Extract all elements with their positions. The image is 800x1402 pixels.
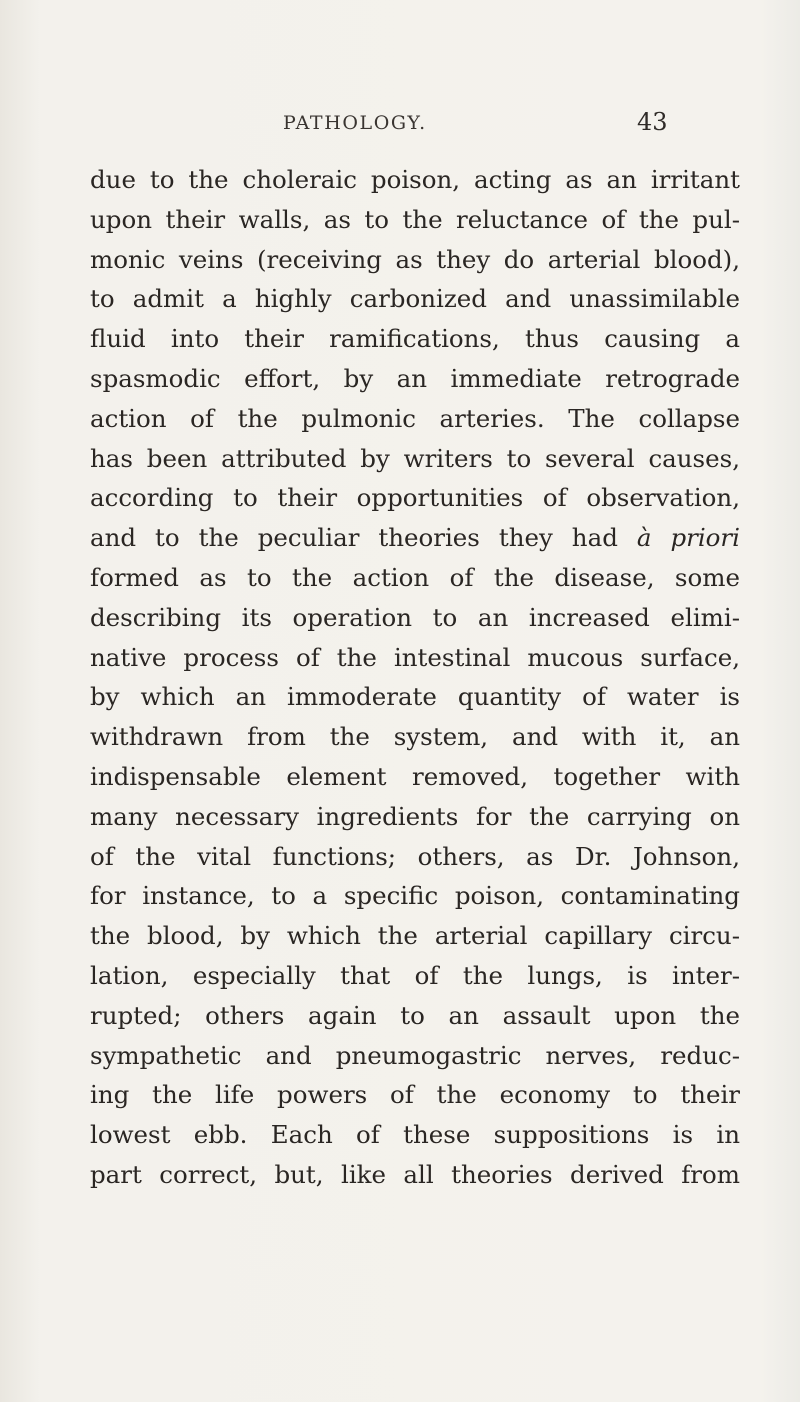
text-line: for instance, to a specific poison, contaminating [90,881,740,911]
text-line: has been attributed by writers to several causes, [90,443,740,473]
text-line: indispensable element removed, together with [90,761,740,791]
text-line-with-italic [90,518,740,558]
text-line: by which an immoderate quantity of water is [90,682,740,712]
text-segment: and to the peculiar theories they had [90,523,637,553]
text-line: to admit a highly carbonized and unassimilable [90,284,740,314]
text-line: ing the life powers of the economy to their [90,1080,740,1110]
text-line: many necessary ingredients for the carrying on [90,801,740,831]
text-line: fluid into their ramifications, thus causing a [90,324,740,354]
body-text [90,160,740,1195]
running-title: PATHOLOGY. [283,112,427,134]
text-line: sympathetic and pneumogastric nerves, reduc- [90,1040,740,1070]
text-line: rupted; others again to an assault upon the [90,1000,740,1030]
text-line: formed as to the action of the disease, some [90,562,740,592]
text-line: due to the choleraic poison, acting as an irritant [90,165,740,194]
text-line: spasmodic effort, by an immediate retrograde [90,363,740,393]
running-head [0,108,800,142]
text-line: monic veins (receiving as they do arterial blood), [90,244,740,274]
text-line: describing its operation to an increased elimi- [90,602,740,632]
text-line: upon their walls, as to the reluctance of the pul- [90,204,740,234]
text-line: of the vital functions; others, as Dr. Johnson, [90,841,740,871]
text-line: lowest ebb. Each of these suppositions is in [90,1120,740,1150]
text-line: lation, especially that of the lungs, is inter- [90,960,740,990]
text-line: native process of the intestinal mucous surface, [90,642,740,672]
text-line: according to their opportunities of observation, [90,483,740,513]
text-line: part correct, but, like all theories derived from [90,1159,740,1189]
italic-phrase: à priori [636,523,740,553]
page-number: 43 [637,108,668,136]
text-line: withdrawn from the system, and with it, an [90,722,740,752]
text-line: the blood, by which the arterial capillary circu- [90,921,740,951]
text-line: action of the pulmonic arteries. The collapse [90,403,740,433]
